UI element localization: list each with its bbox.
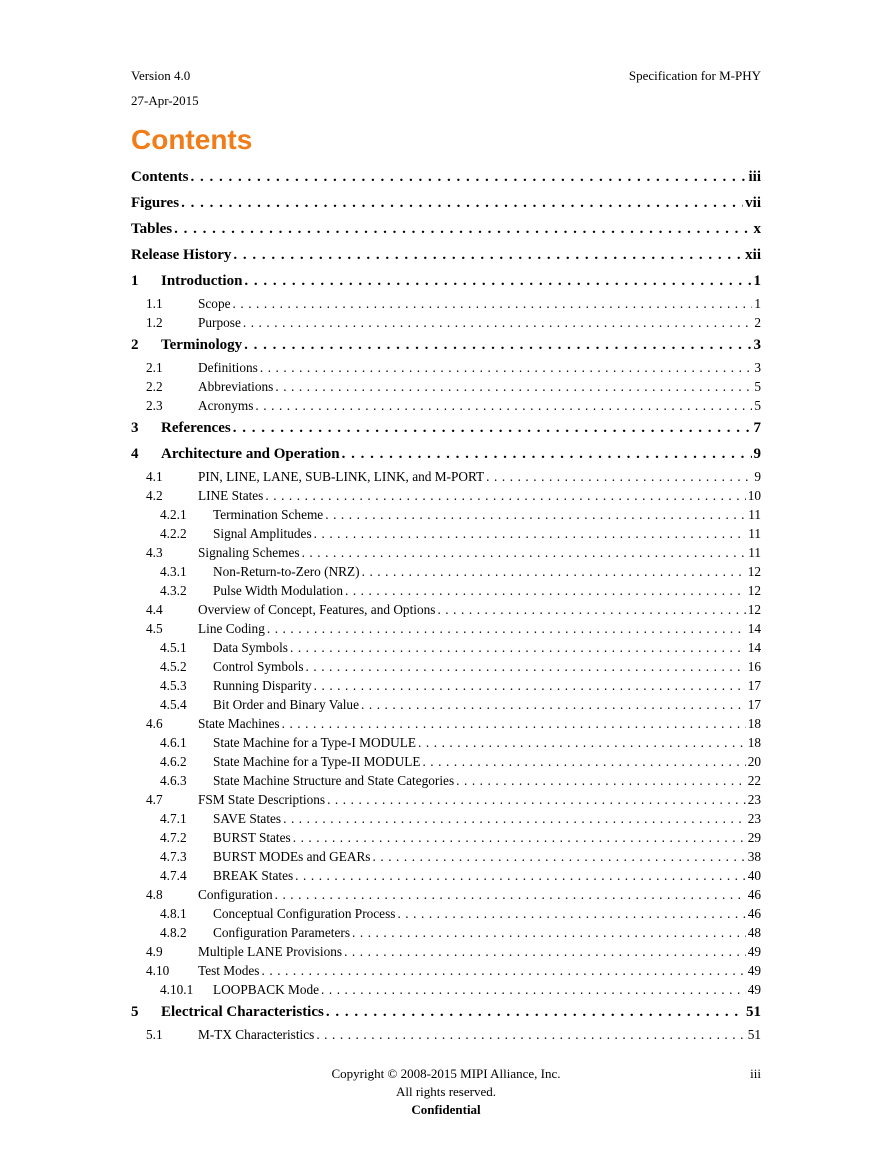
toc-dot-leader xyxy=(244,268,751,294)
header-version: Version 4.0 xyxy=(131,68,191,83)
toc-entry-title: Configuration Parameters xyxy=(213,925,350,940)
toc-entry-page: 46 xyxy=(747,887,761,902)
toc-entry-number: 1.1 xyxy=(146,296,163,311)
toc-dot-leader xyxy=(174,216,751,242)
toc-entry-number: 2.1 xyxy=(146,360,163,375)
toc-entry-title: Purpose xyxy=(198,315,241,330)
toc-entry[interactable] xyxy=(131,657,761,676)
toc-entry-page: 11 xyxy=(748,526,761,541)
toc-entry-page: 49 xyxy=(747,982,761,997)
toc-entry-page: 49 xyxy=(747,944,761,959)
toc-entry-page: 1 xyxy=(754,296,761,311)
toc-dot-leader xyxy=(262,961,746,980)
toc-entry-number: 4.2 xyxy=(146,488,163,503)
toc-entry[interactable] xyxy=(131,1025,761,1044)
toc-entry[interactable] xyxy=(131,676,761,695)
toc-dot-leader xyxy=(267,619,746,638)
toc-dot-leader xyxy=(326,999,744,1025)
toc-entry-title: Scope xyxy=(198,296,231,311)
toc-entry-title: Multiple LANE Provisions xyxy=(198,944,343,959)
toc-entry[interactable] xyxy=(131,638,761,657)
toc-entry-number: 4.2.1 xyxy=(160,507,187,522)
toc-entry[interactable] xyxy=(131,904,761,923)
toc-entry-title: Overview of Concept, Features, and Options xyxy=(198,602,436,617)
toc-entry-page: xii xyxy=(745,247,761,263)
toc-dot-leader xyxy=(244,332,751,358)
toc-entry-page: 14 xyxy=(747,621,761,636)
toc-dot-leader xyxy=(306,657,746,676)
toc-entry-number: 3 xyxy=(131,420,139,436)
toc-entry[interactable] xyxy=(131,524,761,543)
toc-dot-leader xyxy=(325,505,746,524)
toc-entry[interactable] xyxy=(131,294,761,313)
toc-dot-leader xyxy=(486,467,752,486)
toc-entry-page: 23 xyxy=(747,792,761,807)
toc-entry-page: 3 xyxy=(754,360,761,375)
toc-entry-page: 5 xyxy=(754,379,761,394)
toc-entry[interactable] xyxy=(131,980,761,999)
toc-entry-number: 1.2 xyxy=(146,315,163,330)
toc-entry[interactable] xyxy=(131,999,761,1025)
toc-entry[interactable] xyxy=(131,771,761,790)
toc-entry-page: 12 xyxy=(747,583,761,598)
toc-entry-page: 51 xyxy=(746,1004,761,1020)
toc-entry-title: BREAK States xyxy=(213,868,294,883)
toc-dot-leader xyxy=(265,486,745,505)
toc-entry-title: Conceptual Configuration Process xyxy=(213,906,396,921)
toc-entry-number: 4.7.2 xyxy=(160,830,187,845)
toc-entry-number: 4.6.2 xyxy=(160,754,187,769)
toc-entry-title: References xyxy=(161,420,231,436)
toc-entry-title: State Machine Structure and State Categories xyxy=(213,773,455,788)
toc-entry[interactable] xyxy=(131,885,761,904)
toc-entry-title: Termination Scheme xyxy=(213,507,324,522)
toc-dot-leader xyxy=(283,809,746,828)
footer-copyright: Copyright © 2008-2015 MIPI Alliance, Inc. xyxy=(331,1066,561,1081)
toc-entry-title: Non-Return-to-Zero (NRZ) xyxy=(213,564,360,579)
toc-entry-page: 29 xyxy=(747,830,761,845)
toc-dot-leader xyxy=(282,714,746,733)
toc-entry-number: 4.5.1 xyxy=(160,640,187,655)
toc-dot-leader xyxy=(290,638,746,657)
toc-entry-page: 18 xyxy=(747,716,761,731)
toc-entry-number: 4.3 xyxy=(146,545,163,560)
toc-entry-page: 5 xyxy=(754,398,761,413)
toc-entry-number: 4.10 xyxy=(146,963,170,978)
toc-entry-number: 4.1 xyxy=(146,469,163,484)
toc-entry[interactable] xyxy=(131,543,761,562)
toc-dot-leader xyxy=(314,524,747,543)
toc-entry-title: Figures xyxy=(131,195,180,211)
toc-entry[interactable] xyxy=(131,866,761,885)
toc-dot-leader xyxy=(293,828,746,847)
toc-entry[interactable] xyxy=(131,714,761,733)
toc-entry-page: 18 xyxy=(747,735,761,750)
toc-entry-page: 11 xyxy=(748,507,761,522)
toc-entry[interactable] xyxy=(131,828,761,847)
toc-entry[interactable] xyxy=(131,847,761,866)
toc-dot-leader xyxy=(302,543,747,562)
toc-entry-title: Tables xyxy=(131,221,173,237)
toc-entry-title: BURST MODEs and GEARs xyxy=(213,849,371,864)
toc-entry[interactable] xyxy=(131,752,761,771)
header-date: 27-Apr-2015 xyxy=(131,93,199,108)
toc-entry[interactable] xyxy=(131,242,761,268)
toc-entry[interactable] xyxy=(131,486,761,505)
toc-dot-leader xyxy=(295,866,746,885)
toc-entry-title: Contents xyxy=(131,169,189,185)
toc-entry[interactable] xyxy=(131,415,761,441)
toc-entry-number: 4.7.3 xyxy=(160,849,187,864)
toc-entry-page: 51 xyxy=(747,1027,761,1042)
toc-entry[interactable] xyxy=(131,396,761,415)
page-title: Contents xyxy=(131,124,253,155)
toc-dot-leader xyxy=(344,942,746,961)
toc-dot-leader xyxy=(418,733,746,752)
toc-entry-number: 4.5.4 xyxy=(160,697,187,712)
toc-entry[interactable] xyxy=(131,809,761,828)
toc-dot-leader xyxy=(352,923,746,942)
toc-entry-number: 2 xyxy=(131,337,139,353)
toc-entry-page: 9 xyxy=(753,446,761,462)
toc-dot-leader xyxy=(361,695,746,714)
toc-entry-page: 40 xyxy=(747,868,761,883)
toc-dot-leader xyxy=(233,242,743,268)
toc-entry[interactable] xyxy=(131,377,761,396)
toc-entry-number: 2.2 xyxy=(146,379,163,394)
toc-entry-title: Signaling Schemes xyxy=(198,545,300,560)
toc-entry-title: Bit Order and Binary Value xyxy=(213,697,359,712)
header-spec-title: Specification for M-PHY xyxy=(628,68,761,83)
toc-entry-title: BURST States xyxy=(213,830,291,845)
toc-entry-title: PIN, LINE, LANE, SUB-LINK, LINK, and M-PORT xyxy=(198,469,485,484)
toc-entry[interactable] xyxy=(131,190,761,216)
toc-entry-number: 4.8.1 xyxy=(160,906,187,921)
toc-entry[interactable] xyxy=(131,562,761,581)
toc-entry-page: 2 xyxy=(754,315,761,330)
toc-entry-number: 4.6 xyxy=(146,716,163,731)
toc-entry-page: 3 xyxy=(753,337,761,353)
toc-entry[interactable] xyxy=(131,790,761,809)
toc-entry-page: 22 xyxy=(747,773,761,788)
toc-entry-page: vii xyxy=(745,195,761,211)
toc-entry-title: Electrical Characteristics xyxy=(161,1004,324,1020)
footer-confidential: Confidential xyxy=(411,1102,481,1117)
toc-entry-number: 4.5 xyxy=(146,621,163,636)
toc-dot-leader xyxy=(275,885,746,904)
toc-entry-title: State Machines xyxy=(198,716,280,731)
footer-page-number: iii xyxy=(750,1066,761,1081)
toc-entry-page: 49 xyxy=(747,963,761,978)
toc-entry-title: Configuration xyxy=(198,887,273,902)
toc-entry-number: 4.2.2 xyxy=(160,526,187,541)
toc-entry-title: Acronyms xyxy=(198,398,254,413)
toc-entry-title: LINE States xyxy=(198,488,264,503)
toc-entry-title: Data Symbols xyxy=(213,640,288,655)
toc-entry-page: 10 xyxy=(747,488,761,503)
toc-entry[interactable] xyxy=(131,467,761,486)
toc-dot-leader xyxy=(342,441,752,467)
toc-dot-leader xyxy=(316,1025,745,1044)
toc-entry-number: 4.6.3 xyxy=(160,773,187,788)
toc-entry-page: 12 xyxy=(747,564,761,579)
toc-entry-number: 4.6.1 xyxy=(160,735,187,750)
toc-entry-number: 4.5.3 xyxy=(160,678,187,693)
toc-entry-title: Test Modes xyxy=(198,963,260,978)
toc-entry-title: Definitions xyxy=(198,360,258,375)
toc-dot-leader xyxy=(181,190,743,216)
toc-entry-title: M-TX Characteristics xyxy=(198,1027,315,1042)
toc-entry-title: Signal Amplitudes xyxy=(213,526,312,541)
toc-entry-page: 12 xyxy=(747,602,761,617)
toc-entry-number: 4.3.2 xyxy=(160,583,187,598)
toc-entry[interactable] xyxy=(131,268,761,294)
toc-entry-number: 4.8 xyxy=(146,887,163,902)
toc-dot-leader xyxy=(397,904,745,923)
toc-entry-number: 4 xyxy=(131,446,139,462)
toc-dot-leader xyxy=(456,771,746,790)
toc-entry[interactable] xyxy=(131,505,761,524)
toc-entry-number: 4.7.1 xyxy=(160,811,187,826)
toc-dot-leader xyxy=(362,562,746,581)
toc-entry-page: 23 xyxy=(747,811,761,826)
toc-entry-page: 14 xyxy=(747,640,761,655)
toc-dot-leader xyxy=(233,294,753,313)
toc-dot-leader xyxy=(373,847,746,866)
toc-entry-number: 5.1 xyxy=(146,1027,163,1042)
footer-rights: All rights reserved. xyxy=(395,1084,496,1099)
toc-entry-title: Release History xyxy=(131,247,232,263)
toc-dot-leader xyxy=(255,396,752,415)
toc-entry[interactable] xyxy=(131,332,761,358)
toc-entry-title: Abbreviations xyxy=(198,379,274,394)
toc-entry-number: 5 xyxy=(131,1004,139,1020)
toc-entry-title: Control Symbols xyxy=(213,659,304,674)
toc-entry-number: 2.3 xyxy=(146,398,163,413)
toc-entry-page: 17 xyxy=(747,678,761,693)
toc-entry[interactable] xyxy=(131,733,761,752)
toc-entry-title: Architecture and Operation xyxy=(161,446,340,462)
toc-dot-leader xyxy=(321,980,746,999)
toc-entry-number: 1 xyxy=(131,273,139,289)
toc-dot-leader xyxy=(314,676,746,695)
toc-dot-leader xyxy=(345,581,746,600)
toc-entry-number: 4.4 xyxy=(146,602,163,617)
toc-entry[interactable] xyxy=(131,216,761,242)
toc-entry-page: 48 xyxy=(747,925,761,940)
toc-entry-number: 4.10.1 xyxy=(160,982,194,997)
table-of-contents xyxy=(131,164,761,1044)
toc-dot-leader xyxy=(327,790,746,809)
toc-entry-title: LOOPBACK Mode xyxy=(213,982,320,997)
toc-entry-title: Line Coding xyxy=(198,621,265,636)
toc-entry-number: 4.7 xyxy=(146,792,163,807)
toc-entry-number: 4.7.4 xyxy=(160,868,187,883)
toc-entry-page: 7 xyxy=(753,420,761,436)
toc-entry-page: x xyxy=(753,221,761,237)
toc-entry-page: 1 xyxy=(753,273,761,289)
toc-entry[interactable] xyxy=(131,164,761,190)
toc-entry[interactable] xyxy=(131,441,761,467)
toc-entry-number: 4.5.2 xyxy=(160,659,187,674)
toc-entry-number: 4.9 xyxy=(146,944,163,959)
toc-entry-page: iii xyxy=(748,169,761,185)
toc-entry[interactable] xyxy=(131,619,761,638)
toc-entry-title: Introduction xyxy=(161,273,243,289)
toc-entry[interactable] xyxy=(131,581,761,600)
toc-entry-title: State Machine for a Type-II MODULE xyxy=(213,754,421,769)
toc-entry-page: 20 xyxy=(747,754,761,769)
toc-entry-page: 16 xyxy=(747,659,761,674)
toc-entry-title: Pulse Width Modulation xyxy=(213,583,343,598)
toc-entry-title: FSM State Descriptions xyxy=(198,792,326,807)
toc-dot-leader xyxy=(275,377,752,396)
toc-dot-leader xyxy=(437,600,745,619)
toc-entry[interactable] xyxy=(131,961,761,980)
toc-entry[interactable] xyxy=(131,695,761,714)
toc-entry-page: 17 xyxy=(747,697,761,712)
toc-entry-title: SAVE States xyxy=(213,811,282,826)
toc-entry-title: State Machine for a Type-I MODULE xyxy=(213,735,417,750)
toc-entry-title: Running Disparity xyxy=(213,678,312,693)
toc-entry-number: 4.3.1 xyxy=(160,564,187,579)
toc-entry[interactable] xyxy=(131,600,761,619)
toc-entry[interactable] xyxy=(131,358,761,377)
toc-entry-page: 11 xyxy=(748,545,761,560)
toc-entry-number: 4.8.2 xyxy=(160,925,187,940)
toc-entry-title: Terminology xyxy=(161,337,243,353)
toc-dot-leader xyxy=(191,164,747,190)
toc-entry-page: 38 xyxy=(747,849,761,864)
toc-entry[interactable] xyxy=(131,942,761,961)
toc-entry[interactable] xyxy=(131,923,761,942)
toc-entry-page: 9 xyxy=(754,469,761,484)
toc-entry-page: 46 xyxy=(747,906,761,921)
toc-dot-leader xyxy=(260,358,753,377)
toc-dot-leader xyxy=(233,415,752,441)
toc-dot-leader xyxy=(422,752,745,771)
toc-dot-leader xyxy=(243,313,752,332)
toc-entry[interactable] xyxy=(131,313,761,332)
